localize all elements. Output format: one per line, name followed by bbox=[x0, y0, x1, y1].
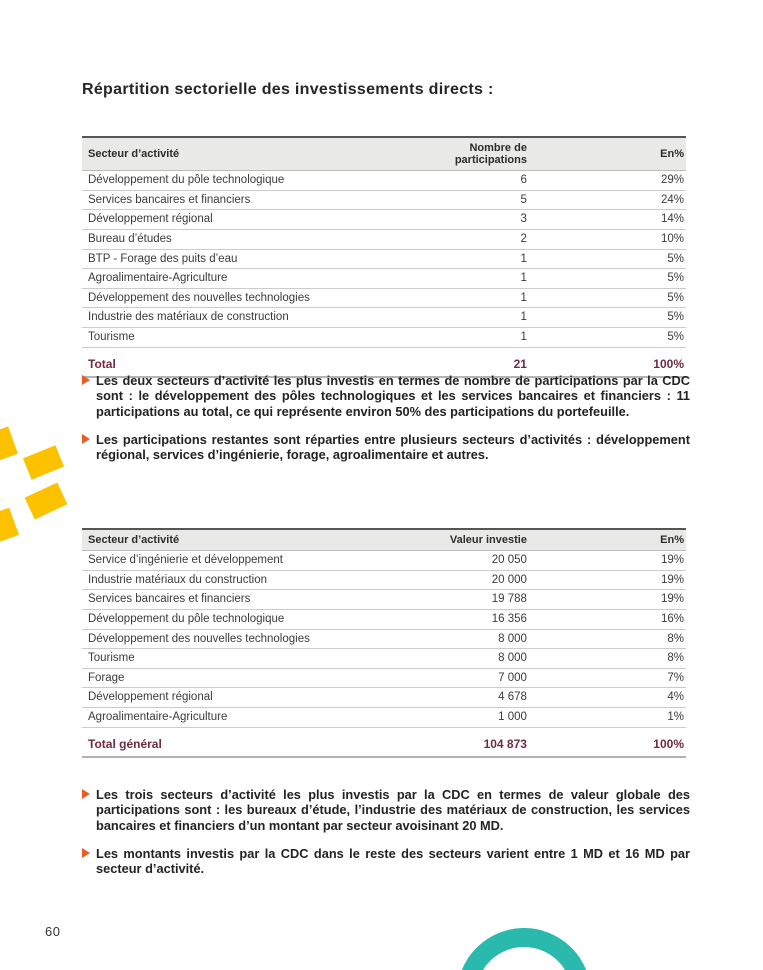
table-cell: Tourisme bbox=[82, 328, 396, 348]
table-cell: BTP - Forage des puits d’eau bbox=[82, 249, 396, 269]
table-cell: 1 bbox=[396, 269, 529, 289]
table-cell: Développement régional bbox=[82, 688, 396, 708]
table-cell: 5% bbox=[529, 288, 686, 308]
bullet-text: Les deux secteurs d’activité les plus investis en termes de nombre de participations par la CDC sont : le développement des pôles technologiques et les services bancaires et financiers : 11 participations au total, ce qui représente environ 50% des participations du portefeuille. bbox=[96, 373, 690, 419]
table-cell: 19 788 bbox=[396, 590, 529, 610]
table-cell: 7 000 bbox=[396, 668, 529, 688]
table-cell: 1 bbox=[396, 249, 529, 269]
table-row bbox=[82, 269, 686, 289]
invested-value-table bbox=[82, 528, 686, 758]
column-header-participations: Nombre de participations bbox=[396, 137, 529, 171]
table-cell: 5% bbox=[529, 308, 686, 328]
table-cell: 6 bbox=[396, 171, 529, 191]
table-cell: 1 000 bbox=[396, 708, 529, 728]
table-cell: 7% bbox=[529, 668, 686, 688]
table-cell: 19% bbox=[529, 570, 686, 590]
total-percent: 100% bbox=[529, 347, 686, 377]
table-cell: 5% bbox=[529, 249, 686, 269]
column-header-sector: Secteur d’activité bbox=[82, 137, 396, 171]
table-cell: 8% bbox=[529, 649, 686, 669]
table-cell: Services bancaires et financiers bbox=[82, 590, 396, 610]
bullet-text: Les participations restantes sont réparties entre plusieurs secteurs d’activités : développement régional, services d’ingénierie, forage, agroalimentaire et autres. bbox=[96, 432, 690, 463]
table-cell: 8% bbox=[529, 629, 686, 649]
bullet-arrow-icon bbox=[82, 789, 90, 799]
table-cell: Forage bbox=[82, 668, 396, 688]
table-cell: 5 bbox=[396, 190, 529, 210]
table-cell: 2 bbox=[396, 229, 529, 249]
table-cell: Développement du pôle technologique bbox=[82, 171, 396, 191]
total-percent: 100% bbox=[529, 727, 686, 757]
table-cell: 8 000 bbox=[396, 629, 529, 649]
table-cell: 5% bbox=[529, 328, 686, 348]
table-row bbox=[82, 629, 686, 649]
page-title: Répartition sectorielle des investissements directs : bbox=[82, 80, 494, 98]
table-row bbox=[82, 708, 686, 728]
participations-table bbox=[82, 136, 686, 378]
bullet-item bbox=[82, 787, 690, 833]
table-row bbox=[82, 249, 686, 269]
table-cell: 24% bbox=[529, 190, 686, 210]
table-row bbox=[82, 590, 686, 610]
bullet-list-top bbox=[82, 373, 690, 476]
table-cell: Services bancaires et financiers bbox=[82, 190, 396, 210]
bullet-item bbox=[82, 373, 690, 419]
table-cell: 29% bbox=[529, 171, 686, 191]
column-header-value: Valeur investie bbox=[396, 529, 529, 551]
total-participations: 21 bbox=[396, 347, 529, 377]
table-cell: 1 bbox=[396, 328, 529, 348]
table-cell: Industrie matériaux du construction bbox=[82, 570, 396, 590]
page-number: 60 bbox=[45, 924, 61, 939]
total-label: Total bbox=[82, 347, 396, 377]
table-cell: Industrie des matériaux de construction bbox=[82, 308, 396, 328]
table-row bbox=[82, 328, 686, 348]
table-header-row bbox=[82, 529, 686, 551]
column-header-sector: Secteur d’activité bbox=[82, 529, 396, 551]
column-header-percent: En% bbox=[529, 137, 686, 171]
table-cell: Développement des nouvelles technologies bbox=[82, 288, 396, 308]
column-header-percent: En% bbox=[529, 529, 686, 551]
yellow-burst-shape bbox=[23, 445, 64, 479]
table-cell: Développement régional bbox=[82, 210, 396, 230]
table-cell: 1 bbox=[396, 308, 529, 328]
table-cell: 19% bbox=[529, 590, 686, 610]
total-row bbox=[82, 727, 686, 757]
table-row bbox=[82, 688, 686, 708]
bullet-arrow-icon bbox=[82, 848, 90, 858]
table-row bbox=[82, 190, 686, 210]
table-cell: Agroalimentaire-Agriculture bbox=[82, 269, 396, 289]
table-cell: Développement des nouvelles technologies bbox=[82, 629, 396, 649]
total-label: Total général bbox=[82, 727, 396, 757]
bullet-arrow-icon bbox=[82, 375, 90, 385]
table-cell: Bureau d’études bbox=[82, 229, 396, 249]
yellow-burst-shape bbox=[0, 508, 19, 546]
table-row bbox=[82, 229, 686, 249]
yellow-burst-shape bbox=[25, 483, 68, 520]
table-cell: 4 678 bbox=[396, 688, 529, 708]
table-cell: 16% bbox=[529, 609, 686, 629]
table-cell: 20 050 bbox=[396, 551, 529, 571]
table-cell: 5% bbox=[529, 269, 686, 289]
table-cell: 19% bbox=[529, 551, 686, 571]
table-row bbox=[82, 609, 686, 629]
bullet-text: Les montants investis par la CDC dans le reste des secteurs varient entre 1 MD et 16 MD par secteur d’activité. bbox=[96, 846, 690, 877]
table-header-row bbox=[82, 137, 686, 171]
table-cell: 20 000 bbox=[396, 570, 529, 590]
bullet-item bbox=[82, 846, 690, 877]
bullet-arrow-icon bbox=[82, 434, 90, 444]
table-cell: Agroalimentaire-Agriculture bbox=[82, 708, 396, 728]
table-cell: Développement du pôle technologique bbox=[82, 609, 396, 629]
table-cell: Tourisme bbox=[82, 649, 396, 669]
table-cell: 1% bbox=[529, 708, 686, 728]
teal-ring-decoration bbox=[457, 928, 591, 970]
bullet-list-bottom bbox=[82, 787, 690, 890]
table-row bbox=[82, 570, 686, 590]
table-cell: 14% bbox=[529, 210, 686, 230]
table-row bbox=[82, 649, 686, 669]
yellow-burst-shape bbox=[0, 426, 18, 464]
bullet-text: Les trois secteurs d’activité les plus investis par la CDC en termes de valeur globale des participations sont : les bureaux d’étude, l’industrie des matériaux de construction, les services bancaires et financiers d’un montant par secteur avoisinant 20 MD. bbox=[96, 787, 690, 833]
table-row bbox=[82, 308, 686, 328]
table-cell: 10% bbox=[529, 229, 686, 249]
total-value: 104 873 bbox=[396, 727, 529, 757]
table-row bbox=[82, 210, 686, 230]
table-cell: 16 356 bbox=[396, 609, 529, 629]
table-row bbox=[82, 551, 686, 571]
table-cell: 4% bbox=[529, 688, 686, 708]
table-cell: 3 bbox=[396, 210, 529, 230]
table-row bbox=[82, 171, 686, 191]
bullet-item bbox=[82, 432, 690, 463]
table-cell: 8 000 bbox=[396, 649, 529, 669]
table-cell: 1 bbox=[396, 288, 529, 308]
table-cell: Service d’ingénierie et développement bbox=[82, 551, 396, 571]
table-row bbox=[82, 668, 686, 688]
table-row bbox=[82, 288, 686, 308]
